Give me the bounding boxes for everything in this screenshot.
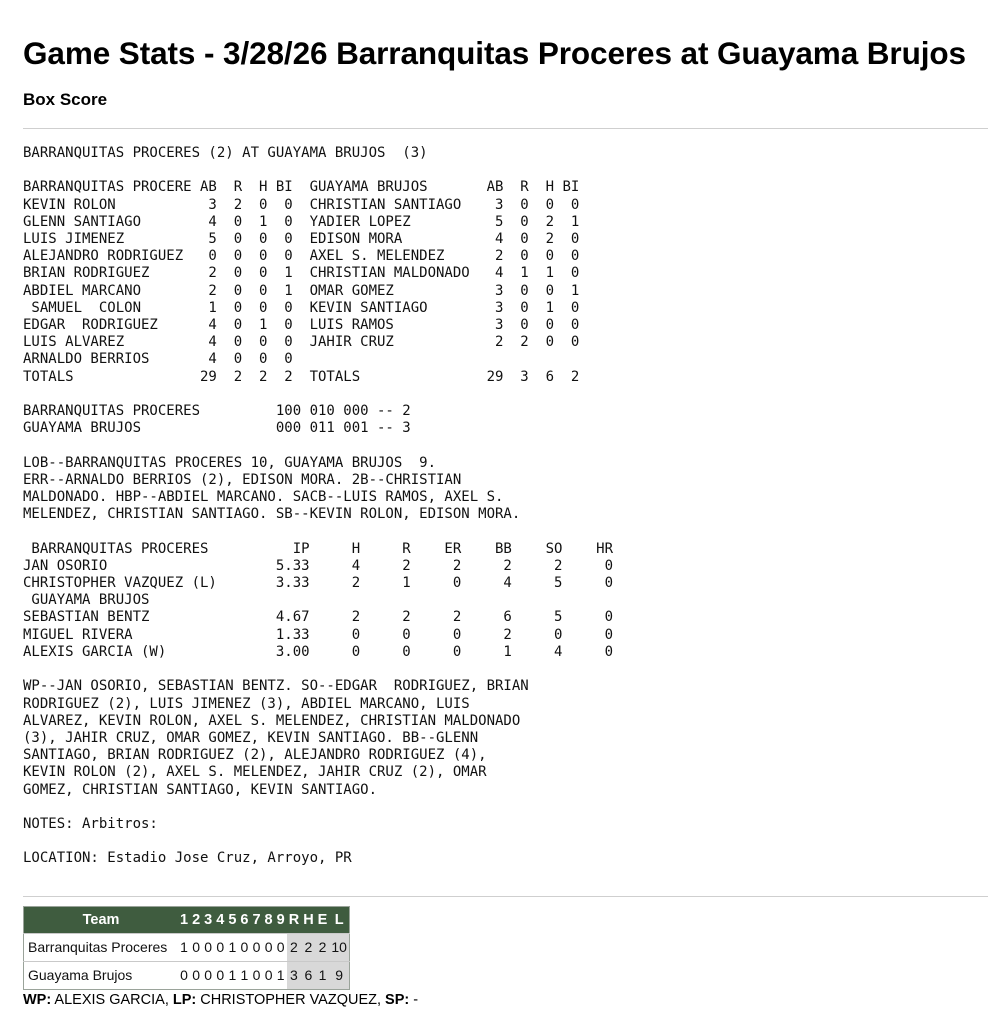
linescore-header-cell: 2 bbox=[190, 906, 202, 933]
divider-bottom bbox=[23, 896, 988, 897]
lp-label: LP: bbox=[172, 991, 197, 1008]
linescore-header-cell: 6 bbox=[238, 906, 250, 933]
linescore-header-cell: E bbox=[316, 906, 330, 933]
linescore-inning-cell: 0 bbox=[190, 933, 202, 961]
linescore-header-cell: L bbox=[329, 906, 349, 933]
linescore-inning-cell: 1 bbox=[275, 961, 287, 989]
linescore-header-cell: R bbox=[287, 906, 301, 933]
linescore-team-name: Barranquitas Proceres bbox=[24, 933, 179, 961]
linescore-inning-cell: 1 bbox=[178, 933, 190, 961]
linescore-inning-cell: 0 bbox=[202, 961, 214, 989]
linescore-inning-cell: 0 bbox=[202, 933, 214, 961]
linescore-total-cell: 2 bbox=[316, 933, 330, 961]
linescore-inning-cell: 1 bbox=[238, 961, 250, 989]
sp-value: - bbox=[409, 991, 419, 1008]
linescore-inning-cell: 0 bbox=[263, 933, 275, 961]
wp-label: WP: bbox=[23, 991, 52, 1008]
linescore-inning-cell: 1 bbox=[226, 933, 238, 961]
linescore-header-cell: H bbox=[301, 906, 315, 933]
linescore-inning-cell: 0 bbox=[250, 961, 262, 989]
linescore-total-cell: 2 bbox=[301, 933, 315, 961]
linescore-header-cell: 5 bbox=[226, 906, 238, 933]
linescore-inning-cell: 0 bbox=[238, 933, 250, 961]
linescore-header-cell: 4 bbox=[214, 906, 226, 933]
linescore-inning-cell: 1 bbox=[226, 961, 238, 989]
linescore-header-cell: 7 bbox=[250, 906, 262, 933]
linescore-total-cell: 2 bbox=[287, 933, 301, 961]
linescore-header-cell: 3 bbox=[202, 906, 214, 933]
box-score-text: BARRANQUITAS PROCERES (2) AT GUAYAMA BRUJOS (3) BARRANQUITAS PROCERE AB R H BI GUAYAMA BRUJOS AB R H BI KEVIN ROLON 3 2 0 0 CHRISTIAN SANTIAGO 3 0 0 0 GLENN SANTIAGO 4 0 1 0 YADIER LOPEZ 5 0 2 1 LUIS JIMENEZ 5 0 0 0 EDISON MORA 4 0 2 0 ALEJANDRO RODRIGUEZ 0 0 0 0 AXEL S. MELENDEZ 2 0 0 0 BRIAN RODRIGUEZ 2 0 0 1 CHRISTIAN MALDONADO 4 1 1 0 ABDIEL MARCANO 2 0 0 1 OMAR GOMEZ 3 0 0 1 SAMUEL COLON 1 0 0 0 KEVIN SANTIAGO 3 0 1 0 EDGAR RODRIGUEZ 4 0 1 0 LUIS RAMOS 3 0 0 0 LUIS ALVAREZ 4 0 0 0 JAHIR CRUZ 2 2 0 0 ARNALDO BERRIOS 4 0 0 0 TOTALS 29 2 2 2 TOTALS 29 3 6 2 BARRANQUITAS PROCERES 100 010 000 -- 2 GUAYAMA BRUJOS 000 011 001 -- 3 LOB--BARRANQUITAS PROCERES 10, GUAYAMA BRUJOS 9. ERR--ARNALDO BERRIOS (2), EDISON MORA. 2B--CHRISTIAN MALDONADO. HBP--ABDIEL MARCANO. SACB--LUIS RAMOS, AXEL S. MELENDEZ, CHRISTIAN SANTIAGO. SB--KEVIN ROLON, EDISON MORA. BARRANQUITAS PROCERES IP H R ER BB SO HR JAN OSORIO 5.33 4 2 2 2 2 0 CHRISTOPHER VAZQUEZ (L) 3.33 2 1 0 4 5 0 GUAYAMA BRUJOS SEBASTIAN BENTZ 4.67 2 2 2 6 5 0 MIGUEL RIVERA 1.33 0 0 0 2 0 0 ALEXIS GARCIA (W) 3.00 0 0 0 1 4 0 WP--JAN OSORIO, SEBASTIAN BENTZ. SO--EDGAR RODRIGUEZ, BRIAN RODRIGUEZ (2), LUIS JIMENEZ (3), ABDIEL MARCANO, LUIS ALVAREZ, KEVIN ROLON, AXEL S. MELENDEZ, CHRISTIAN MALDONADO (3), JAHIR CRUZ, OMAR GOMEZ, KEVIN SANTIAGO. BB--GLENN SANTIAGO, BRIAN RODRIGUEZ (2), ALEJANDRO RODRIGUEZ (4), KEVIN ROLON (2), AXEL S. MELENDEZ, JAHIR CRUZ (2), OMAR GOMEZ, CHRISTIAN SANTIAGO, KEVIN SANTIAGO. NOTES: Arbitros: LOCATION: Estadio Jose Cruz, Arroyo, PR bbox=[23, 145, 614, 867]
linescore-inning-cell: 0 bbox=[190, 961, 202, 989]
sp-label: SP: bbox=[385, 991, 410, 1008]
linescore-total-cell: 10 bbox=[329, 933, 349, 961]
page-subtitle: Box Score bbox=[23, 90, 108, 109]
divider-top bbox=[23, 128, 988, 129]
linescore-header-cell: 9 bbox=[275, 906, 287, 933]
wp-value: ALEXIS GARCIA, bbox=[51, 991, 173, 1008]
linescore-total-cell: 1 bbox=[316, 961, 330, 989]
linescore-inning-cell: 0 bbox=[214, 933, 226, 961]
linescore-total-cell: 9 bbox=[329, 961, 349, 989]
page-title: Game Stats - 3/28/26 Barranquitas Proceres at Guayama Brujos bbox=[23, 35, 966, 71]
linescore-inning-cell: 0 bbox=[275, 933, 287, 961]
linescore-total-cell: 3 bbox=[287, 961, 301, 989]
linescore-total-cell: 6 bbox=[301, 961, 315, 989]
linescore-team-name: Guayama Brujos bbox=[24, 961, 179, 989]
pitching-summary bbox=[23, 992, 988, 1009]
linescore-header-team: Team bbox=[24, 906, 179, 933]
linescore-header-row bbox=[24, 906, 350, 933]
linescore-inning-cell: 0 bbox=[250, 933, 262, 961]
linescore-row bbox=[24, 961, 350, 989]
linescore-header-cell: 1 bbox=[178, 906, 190, 933]
linescore-table bbox=[23, 906, 350, 990]
linescore-inning-cell: 0 bbox=[214, 961, 226, 989]
linescore-inning-cell: 0 bbox=[178, 961, 190, 989]
linescore-header-cell: 8 bbox=[263, 906, 275, 933]
lp-value: CHRISTOPHER VAZQUEZ, bbox=[196, 991, 386, 1008]
linescore-row bbox=[24, 933, 350, 961]
linescore-inning-cell: 0 bbox=[263, 961, 275, 989]
linescore-body bbox=[24, 933, 350, 989]
